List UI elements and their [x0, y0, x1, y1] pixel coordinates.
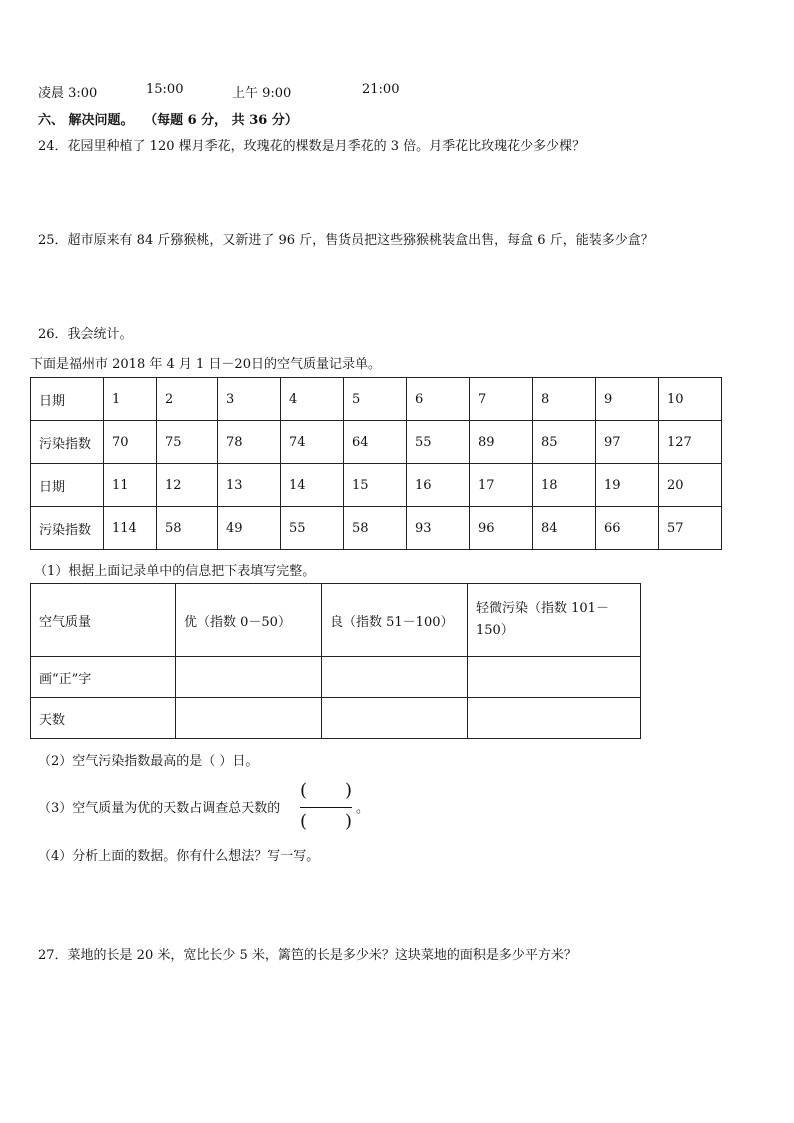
record-cell: 85 [533, 421, 596, 464]
fill-header-quality: 空气质量 [31, 584, 176, 657]
record-cell: 127 [659, 421, 722, 464]
fill-row-label: 天数 [31, 698, 176, 739]
fill-cell-blank[interactable] [468, 657, 641, 698]
question-26-intro: 下面是福州市 2018 年 4 月 1 日－20日的空气质量记录单。 [30, 357, 381, 372]
record-cell: 70 [104, 421, 157, 464]
fraction-blank[interactable] [298, 780, 354, 836]
record-cell: 93 [407, 507, 470, 550]
record-cell: 11 [104, 464, 157, 507]
record-cell: 58 [344, 507, 407, 550]
fill-table-header-row [31, 584, 641, 657]
record-cell: 4 [281, 378, 344, 421]
record-cell: 15 [344, 464, 407, 507]
record-table-row [31, 421, 722, 464]
fraction-bar [300, 807, 352, 808]
question-26-sub2: （2）空气污染指数最高的是（ ）日。 [38, 754, 259, 769]
record-cell: 75 [157, 421, 218, 464]
question-26-sub1: （1）根据上面记录单中的信息把下表填写完整。 [34, 564, 316, 579]
record-cell: 6 [407, 378, 470, 421]
record-cell: 1 [104, 378, 157, 421]
fraction-denominator-close: ) [344, 811, 352, 832]
fill-cell-blank[interactable] [322, 657, 468, 698]
air-quality-record-table [30, 377, 722, 550]
record-cell: 64 [344, 421, 407, 464]
fill-table-row [31, 698, 641, 739]
question-24: 24．花园里种植了 120 棵月季花，玫瑰花的棵数是月季花的 3 倍。月季花比玫瑰花少多少棵？ [38, 139, 586, 154]
question-25: 25．超市原来有 84 斤猕猴桃，又新进了 96 斤，售货员把这些猕猴桃装盒出售，每盒 6 斤，能装多少盒？ [38, 233, 654, 248]
record-cell: 17 [470, 464, 533, 507]
record-cell: 7 [470, 378, 533, 421]
question-26-sub3-end: 。 [356, 801, 370, 816]
record-cell: 114 [104, 507, 157, 550]
fill-cell-blank[interactable] [176, 657, 322, 698]
fill-cell-blank[interactable] [322, 698, 468, 739]
fill-header-light-pollution: 轻微污染（指数 101－150） [468, 584, 641, 657]
record-cell: 18 [533, 464, 596, 507]
question-26-sub4: （4）分析上面的数据。你有什么想法？写一写。 [38, 849, 320, 864]
record-cell: 2 [157, 378, 218, 421]
record-cell: 20 [659, 464, 722, 507]
record-cell: 66 [596, 507, 659, 550]
fill-table-row [31, 657, 641, 698]
record-table-row [31, 507, 722, 550]
section-title-note: （每题 6 分， 共 36 分） [144, 113, 298, 128]
record-cell: 10 [659, 378, 722, 421]
record-cell: 84 [533, 507, 596, 550]
record-cell: 97 [596, 421, 659, 464]
time-label-2: 15:00 [146, 82, 184, 97]
section-title-main: 六、 解决问题。 [38, 113, 134, 128]
question-26-title: 26．我会统计。 [38, 327, 133, 342]
record-cell: 96 [470, 507, 533, 550]
record-cell: 57 [659, 507, 722, 550]
record-cell: 55 [407, 421, 470, 464]
record-row-label: 污染指数 [31, 507, 104, 550]
fill-cell-blank[interactable] [176, 698, 322, 739]
time-label-1: 凌晨 3:00 [38, 86, 98, 101]
fraction-numerator-close: ) [344, 780, 352, 801]
fraction-numerator-open: ( [300, 780, 308, 801]
record-cell: 49 [218, 507, 281, 550]
record-cell: 55 [281, 507, 344, 550]
record-cell: 78 [218, 421, 281, 464]
fill-header-good: 优（指数 0－50） [176, 584, 322, 657]
section-title [38, 109, 298, 128]
record-cell: 89 [470, 421, 533, 464]
record-row-label: 日期 [31, 464, 104, 507]
record-cell: 74 [281, 421, 344, 464]
record-table-row [31, 378, 722, 421]
fill-cell-blank[interactable] [468, 698, 641, 739]
question-26-sub3: （3）空气质量为优的天数占调查总天数的 [38, 801, 281, 816]
record-cell: 14 [281, 464, 344, 507]
fill-header-fair: 良（指数 51－100） [322, 584, 468, 657]
record-row-label: 日期 [31, 378, 104, 421]
record-cell: 19 [596, 464, 659, 507]
fraction-denominator-open: ( [300, 811, 308, 832]
record-cell: 9 [596, 378, 659, 421]
fill-row-label: 画“正”字 [31, 657, 176, 698]
time-label-4: 21:00 [362, 82, 400, 97]
record-cell: 12 [157, 464, 218, 507]
record-table-row [31, 464, 722, 507]
record-cell: 16 [407, 464, 470, 507]
record-cell: 8 [533, 378, 596, 421]
record-cell: 58 [157, 507, 218, 550]
air-quality-fill-table [30, 583, 641, 739]
time-label-3: 上午 9:00 [232, 86, 292, 101]
record-cell: 3 [218, 378, 281, 421]
record-cell: 5 [344, 378, 407, 421]
record-row-label: 污染指数 [31, 421, 104, 464]
question-27: 27．菜地的长是 20 米，宽比长少 5 米，篱笆的长是多少米？这块菜地的面积是多少平方米？ [38, 948, 577, 963]
record-cell: 13 [218, 464, 281, 507]
